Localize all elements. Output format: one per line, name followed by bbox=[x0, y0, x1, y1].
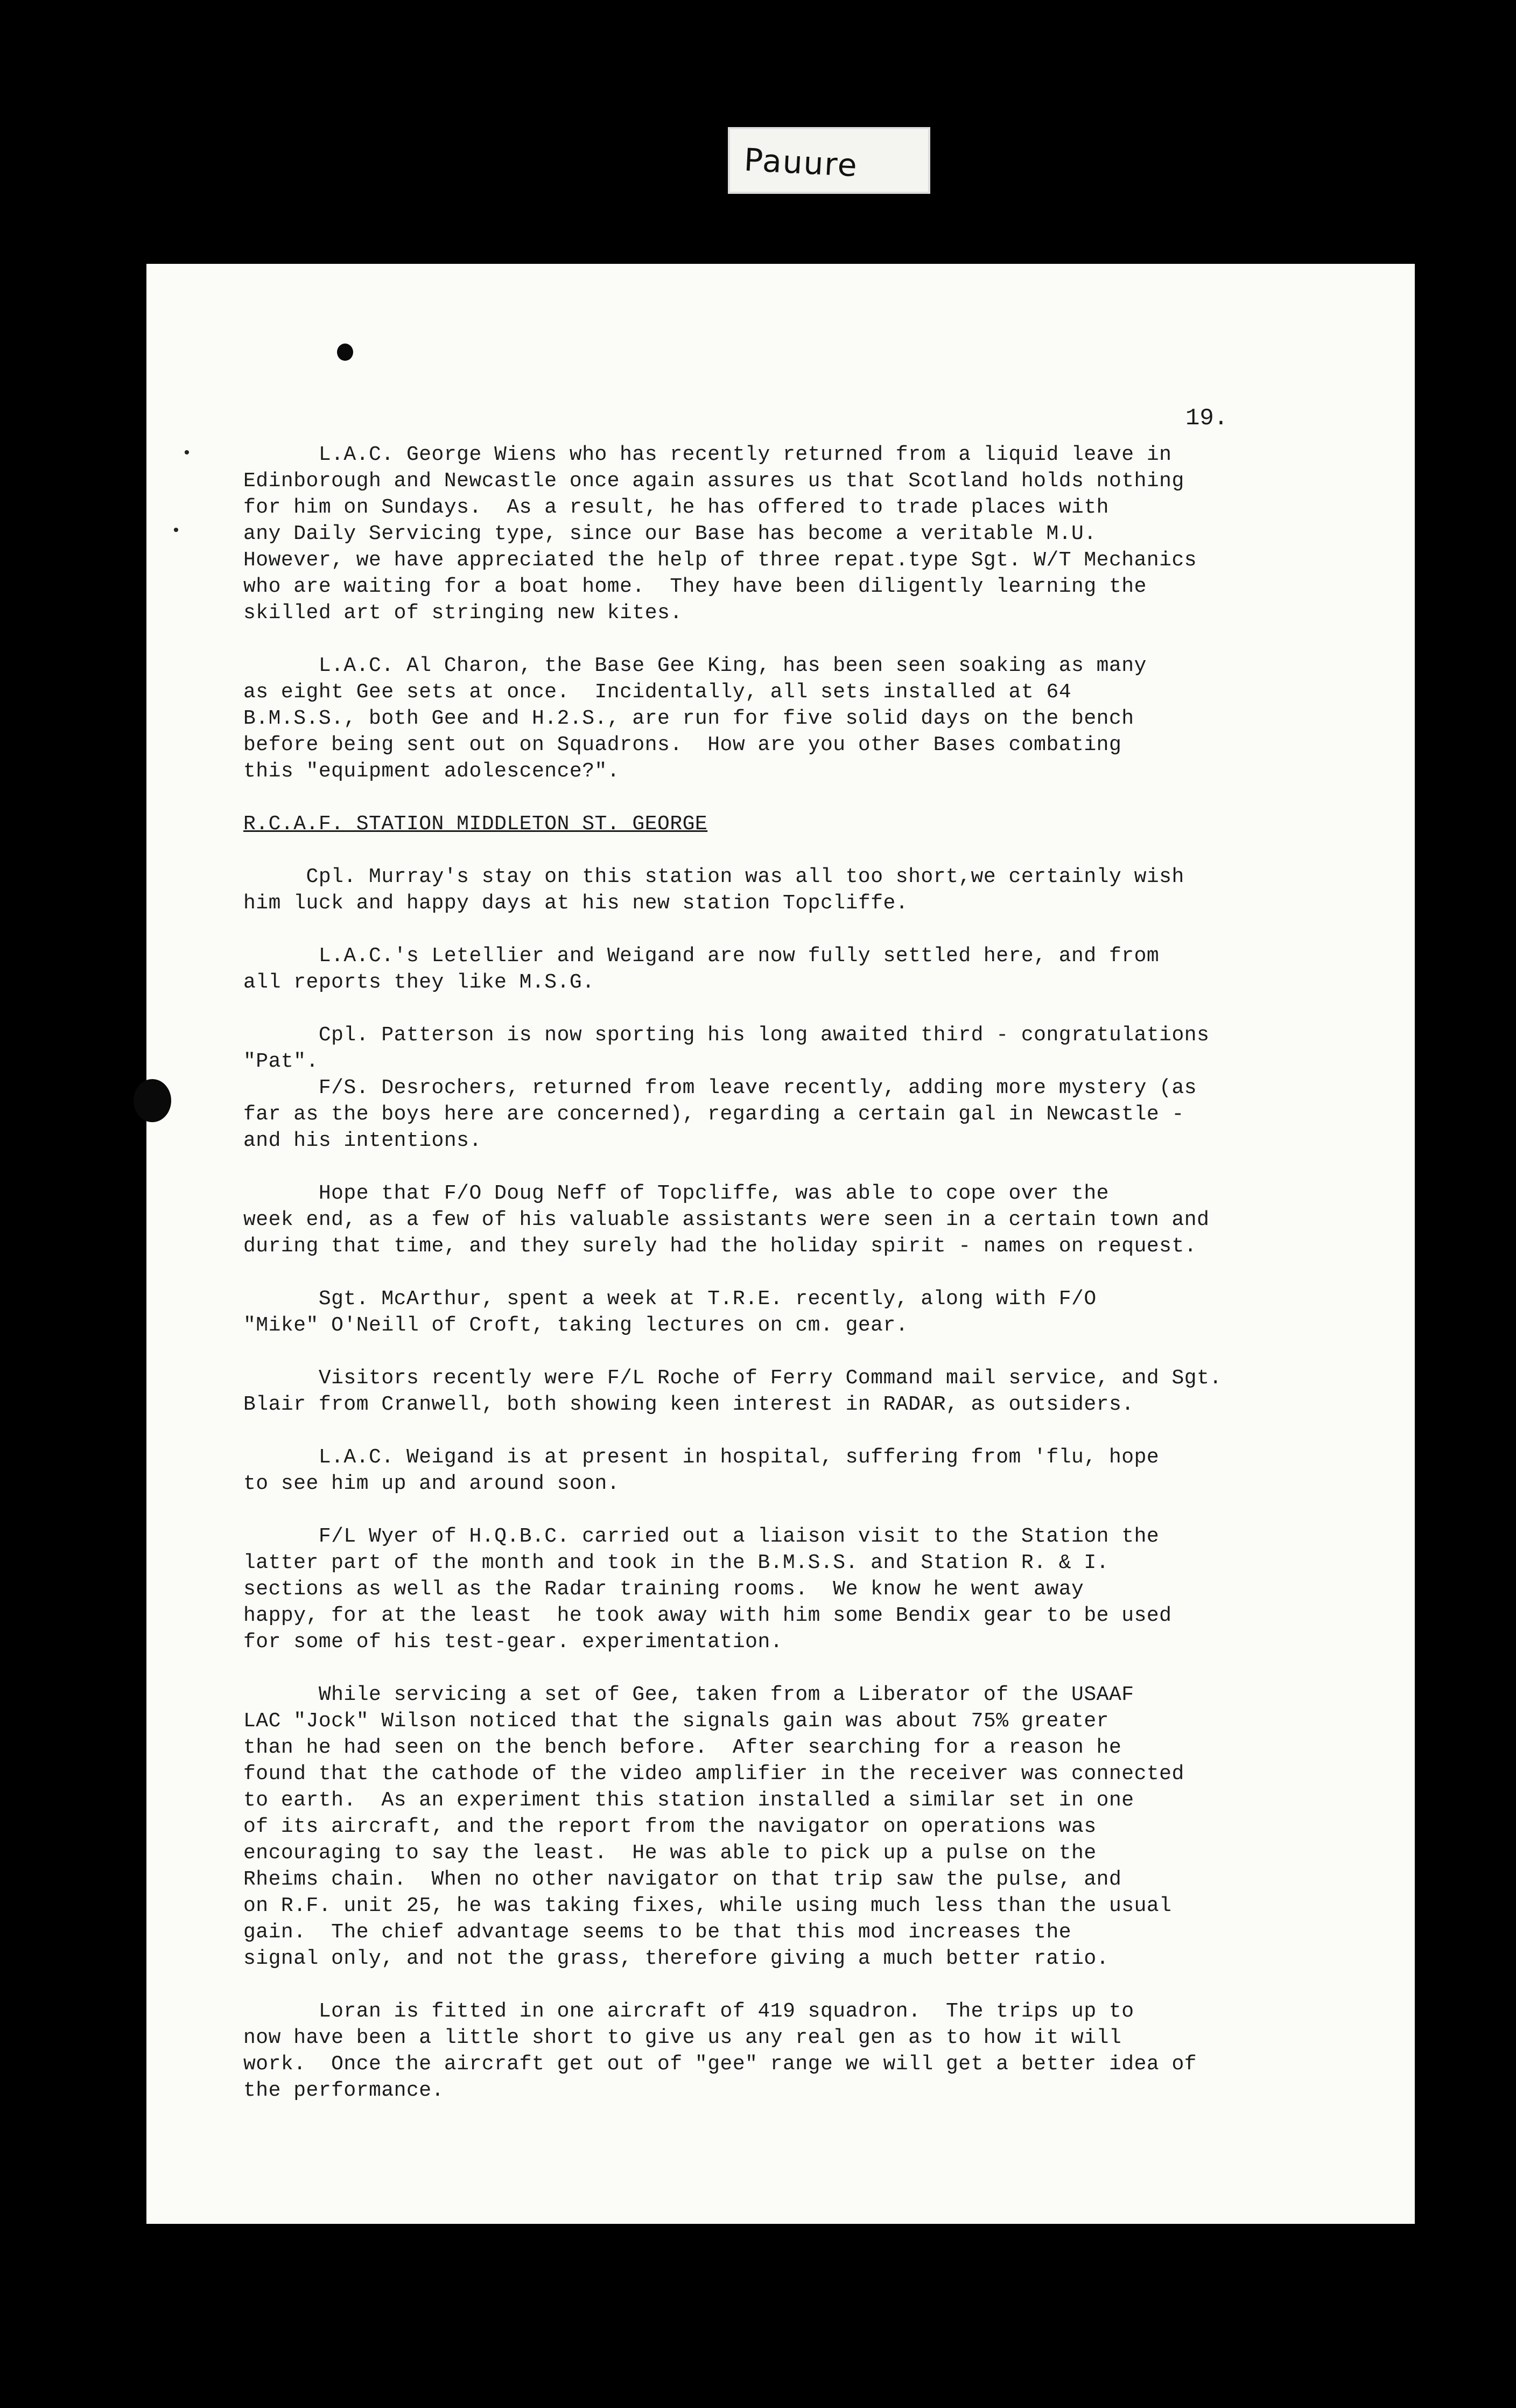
paragraph-patterson: Cpl. Patterson is now sporting his long awaited third - congratulations "Pat". bbox=[243, 1024, 1210, 1073]
paragraph-letellier: L.A.C.'s Letellier and Weigand are now fully settled here, and from all reports they like M.S.G. bbox=[243, 944, 1160, 994]
margin-mark: • bbox=[182, 445, 192, 463]
page-number: 19. bbox=[1185, 405, 1229, 432]
paragraph-weigand: L.A.C. Weigand is at present in hospital, suffering from 'flu, hope to see him up and around soon. bbox=[243, 1446, 1160, 1495]
punch-hole-middle bbox=[134, 1079, 171, 1122]
archive-label-text: Pauure bbox=[743, 141, 859, 184]
paragraph-wilson: While servicing a set of Gee, taken from a Liberator of the USAAF LAC "Jock" Wilson noticed that the signals gain was about 75% greater than he had seen on the bench before. After searching for a reason he found that the cathode of the video amplifier in the receiver was connected to earth. As an experiment this station installed a similar set in one of its aircraft, and the report from the navigator on operations was encouraging to say the least. He was able to pick up a pulse on the Rheims chain. When no other navigator on that trip saw the pulse, and on R.F. unit 25, he was taking fixes, while using much less than the usual gain. The chief advantage seems to be that this mod increases the signal only, and not the grass, therefore giving a much better ratio. bbox=[243, 1683, 1184, 1970]
margin-mark: • bbox=[171, 522, 181, 541]
archive-label-card bbox=[728, 127, 930, 194]
paragraph-visitors: Visitors recently were F/L Roche of Ferry Command mail service, and Sgt. Blair from Cranwell, both showing keen interest in RADAR, as outsiders. bbox=[243, 1367, 1222, 1416]
paragraph-murray: Cpl. Murray's stay on this station was all too short,we certainly wish him luck and happy days at his new station Topcliffe. bbox=[243, 865, 1184, 915]
paragraph-charon: L.A.C. Al Charon, the Base Gee King, has been seen soaking as many as eight Gee sets at once. Incidentally, all sets installed at 64 B.M.S.S., both Gee and H.2.S., are run for five solid days on the bench before being sent out on Squadrons. How are you other Bases combating this "equipment adolescence?". bbox=[243, 654, 1147, 783]
paragraph-desrochers: F/S. Desrochers, returned from leave recently, adding more mystery (as far as the boys here are concerned), regarding a certain gal in Newcastle - and his intentions. bbox=[243, 1076, 1197, 1152]
document-body bbox=[243, 442, 1288, 2130]
paragraph-wiens: L.A.C. George Wiens who has recently returned from a liquid leave in Edinborough and Newcastle once again assures us that Scotland holds nothing for him on Sundays. As a result, he has offered to trade places with any Daily Servicing type, since our Base has become a veritable M.U. However, we have appreciated the help of three repat.type Sgt. W/T Mechanics who are waiting for a boat home. They have been diligently learning the skilled art of stringing new kites. bbox=[243, 443, 1197, 625]
document-page bbox=[146, 264, 1415, 2224]
paragraph-mcarthur: Sgt. McArthur, spent a week at T.R.E. recently, along with F/O "Mike" O'Neill of Croft, taking lectures on cm. gear. bbox=[243, 1287, 1097, 1337]
punch-hole-top bbox=[337, 344, 353, 361]
section-heading: R.C.A.F. STATION MIDDLETON ST. GEORGE bbox=[243, 813, 708, 836]
paragraph-wyer: F/L Wyer of H.Q.B.C. carried out a liaison visit to the Station the latter part of the month and took in the B.M.S.S. and Station R. & I. sections as well as the Radar training rooms. We know he went away happy, for at the least he took away with him some Bendix gear to be used for some of his test-gear. experimentation. bbox=[243, 1525, 1172, 1654]
paragraph-neff: Hope that F/O Doug Neff of Topcliffe, was able to cope over the week end, as a few of his valuable assistants were seen in a certain town and during that time, and they surely had the holiday spirit - names on request. bbox=[243, 1182, 1210, 1258]
paragraph-loran: Loran is fitted in one aircraft of 419 squadron. The trips up to now have been a little short to give us any real gen as to how it will work. Once the aircraft get out of "gee" range we will get a better idea of the performance. bbox=[243, 2000, 1197, 2102]
